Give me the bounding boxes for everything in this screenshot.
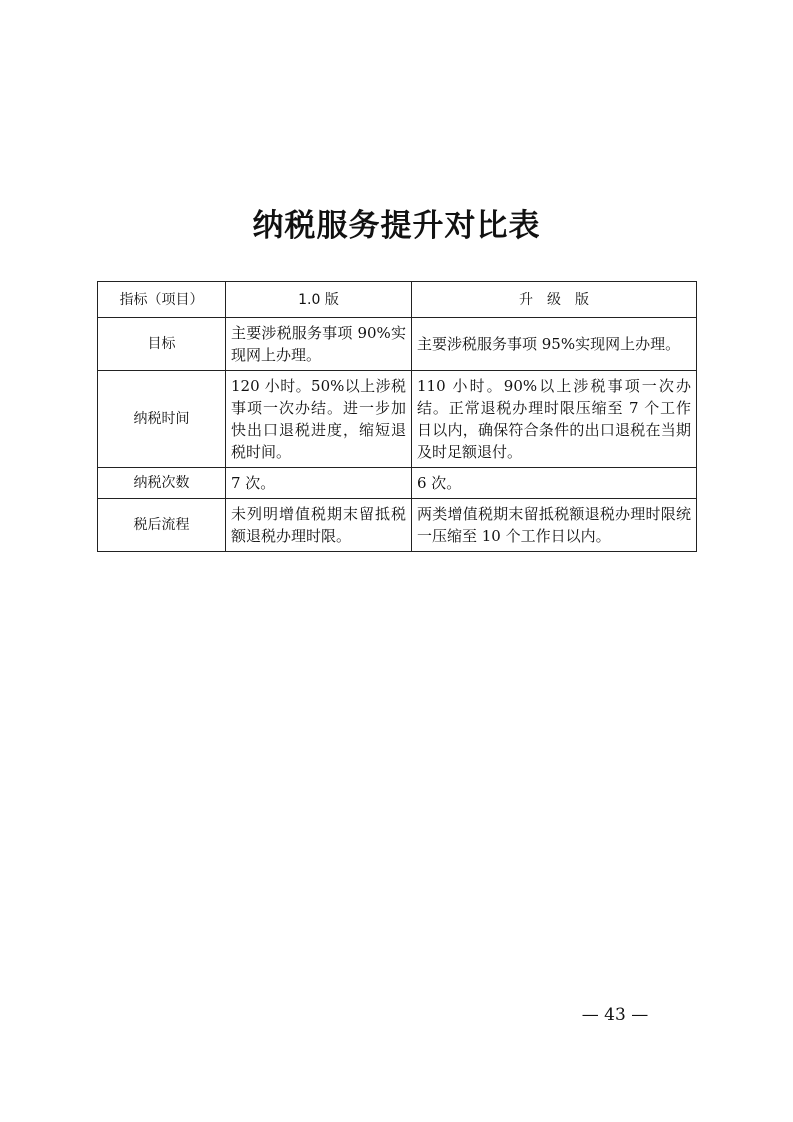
page-number: — 43 — <box>581 1005 649 1025</box>
table-row <box>98 318 697 371</box>
comparison-table <box>97 281 697 552</box>
header-indicator: 指标（项目） <box>98 282 226 318</box>
page-title: 纳税服务提升对比表 <box>252 208 541 244</box>
table-row <box>98 468 697 499</box>
row-upgrade-value: 主要涉税服务事项 95%实现网上办理。 <box>412 318 697 371</box>
row-v1-value: 7 次。 <box>226 468 412 499</box>
table-header-row <box>98 282 697 318</box>
row-upgrade-value: 110 小时。90%以上涉税事项一次办结。正常退税办理时限压缩至 7 个工作日以内，确保符合条件的出口退税在当期及时足额退付。 <box>412 371 697 468</box>
row-indicator: 纳税时间 <box>98 371 226 468</box>
row-upgrade-value: 6 次。 <box>412 468 697 499</box>
header-upgrade-version: 升 级 版 <box>412 282 697 318</box>
row-v1-value: 120 小时。50%以上涉税事项一次办结。进一步加快出口退税进度，缩短退税时间。 <box>226 371 412 468</box>
header-version-1: 1.0 版 <box>226 282 412 318</box>
row-v1-value: 主要涉税服务事项 90%实现网上办理。 <box>226 318 412 371</box>
row-upgrade-value: 两类增值税期末留抵税额退税办理时限统一压缩至 10 个工作日以内。 <box>412 499 697 552</box>
row-indicator: 税后流程 <box>98 499 226 552</box>
row-indicator: 目标 <box>98 318 226 371</box>
row-v1-value: 未列明增值税期末留抵税额退税办理时限。 <box>226 499 412 552</box>
row-indicator: 纳税次数 <box>98 468 226 499</box>
table-row <box>98 371 697 468</box>
table-row <box>98 499 697 552</box>
